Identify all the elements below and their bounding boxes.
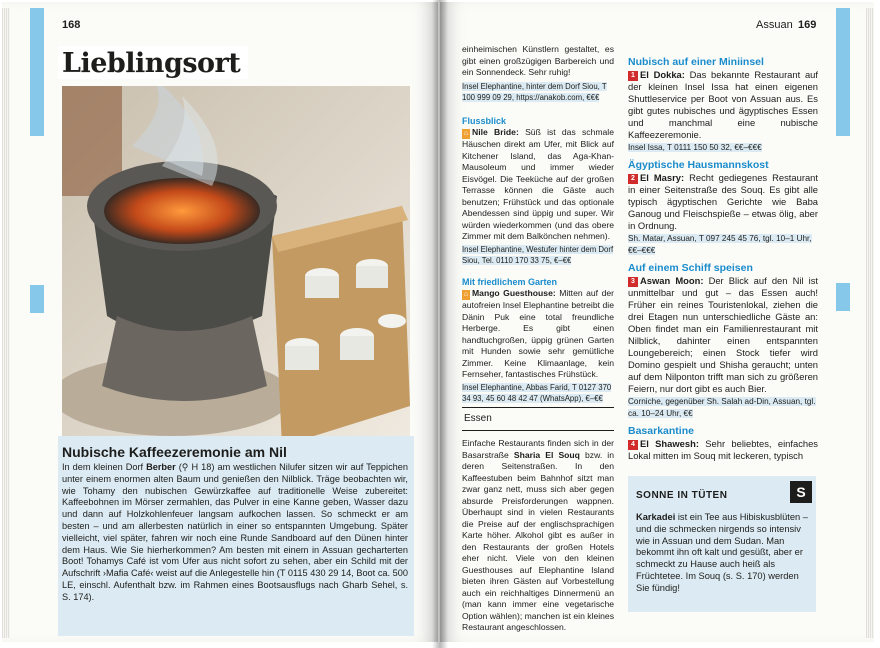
house-icon: ⌂ (463, 291, 469, 298)
right-top-tab (836, 8, 850, 136)
middle-column (462, 44, 614, 405)
feature-body (62, 462, 408, 604)
el-dokka-text: Das bekannte Restaurant auf der kleinen Insel Issa hat einen eigenen Shuttleservice per Boot von Assuan aus. Es gibt gutes nubisches und ägyptisches Essen und manchmal eine nubische Kaffeezeremonie. (628, 69, 818, 140)
garten-heading: Mit friedlichem Garten (462, 276, 558, 287)
marker-1: 1 (628, 71, 638, 81)
book-spine (432, 0, 448, 648)
intro-text: einheimischen Künstlern gestaltet, es gibt einen großzügigen Barbereich und ein Sonnendeck. Sehr ruhig! (462, 44, 614, 77)
essen-body: bzw. in deren Seitenstraßen. In den Kaffeestuben beim Bahnhof sitzt man zwar ganz nett, muss sich aber gegen absurde Preisforderungen wappnen. Überhaupt sind in vielen Restaurants die Preise auf der englischsprachigen Karte höher. Alkohol gibt es außer in den Restaurants der großen Hotels eher nicht. Viele von den kleinen Guesthouses auf Elephantine Island bieten ihren Gästen auf Vorbestellung auch ein reichhaltiges Dinnermenü an (man kann immer eine vegetarische Option wählen); manchen ist ein kleines Restaurant angeschlossen. (462, 449, 614, 632)
essen-rule-bottom (462, 430, 614, 431)
aswan-moon-text: Der Blick auf den Nil ist unmittelbar und gut – das Essen auch! Früher ein reines Touristenlokal, ziehen die drei Etagen nun unterschiedliche Gäste an: Oben findet man ein Familienrestaurant mit Nilblick, dahinter einen entspannten Loungebereich; einen Stock tiefer wird Domino gespielt und Shisha geraucht; unten auf dem Nilponton trifft man sich zu größeren Feiern, nur dort gibt es auch Bier. (628, 275, 819, 394)
el-dokka-address: Insel Issa, T 0111 150 50 32, €€–€€€ (628, 143, 762, 152)
coffee-ceremony-photo (62, 86, 410, 436)
mango-text: Mitten auf der autofreien Insel Elephantine betreibt die Dänin Puk eine total freundliche Herberge. Es gibt einen handtuchgroßen, üppig grünen Garten mit Hunden sowie sehr gemütliche Zimmer. Keine Klimaanlage, kein Fernseher, fantastisches Frühstück. (462, 288, 614, 379)
el-masry-address: Sh. Matar, Assuan, T 097 245 45 76, tgl. 10–1 Uhr, €€–€€€ (628, 234, 812, 255)
s-icon: S (790, 481, 812, 503)
intro-address: Insel Elephantine, hinter dem Dorf Siou, T 100 999 09 29, https://anakob.com, €€€ (462, 81, 607, 102)
el-masry-text: Recht gediegenes Restaurant in einer Seitenstraße des Souq. Es gibt alle typisch ägyptischen Gerichte wie Baba Ganoug und Fleischspieße – etwas ölig, aber in Ordnung. (628, 172, 818, 231)
page-edge-left (2, 8, 10, 638)
sidebar-body: ist ein Tee aus Hibiskusblüten – und die schmecken nirgends so intensiv wie in Assuan und dem Sudan. Man bekommt ihn oft kalt und gesüßt, aber er schmeckt zu Hause auch heiß als Früchtetee. Im Souq (s. S. 170) werden Sie fündig! (636, 512, 808, 593)
feature-heading: Nubische Kaffeezeremonie am Nil (62, 444, 287, 460)
el-shawesh-name: El Shawesh: (640, 438, 699, 449)
right-page-number: 169 (798, 19, 817, 31)
marker-4: 4 (628, 440, 638, 450)
el-shawesh-text: Sehr beliebtes, einfaches Lokal mitten im Souq mit leckeren, typisch (628, 438, 818, 461)
left-page-number: 168 (62, 19, 81, 31)
nile-bride-address: Insel Elephantine, Westufer hinter dem Dorf Siou, Tel. 0110 170 33 75, €–€€ (462, 244, 614, 265)
section4-heading: Basarkantine (628, 425, 694, 437)
nile-bride-text: Süß ist das schmale Häuschen direkt am Ufer, mit Blick auf Kitchener Island, das Aga-Khan-Mausoleum und immer wieder Eisvögel. Die Teeküche auf der großen Terrasse können die Gäste auch benutzen; Frühstück und das optionale Abendessen sind üppig und super. Wir würden wiederkommen (und das obere Zimmer mit dem Balkönchen nehmen). (462, 127, 614, 241)
essen-rule-top (462, 407, 614, 408)
el-dokka-name: El Dokka: (640, 69, 685, 80)
marker-2: 2 (628, 174, 638, 184)
lieblingsort-title (58, 46, 248, 79)
right-column (628, 56, 818, 462)
right-side-tab (836, 283, 850, 311)
sidebar-term: Karkadei (636, 512, 676, 522)
left-top-tab (30, 8, 44, 136)
el-masry-name: El Masry: (640, 172, 685, 183)
marker-3: 3 (628, 277, 638, 287)
section2-heading: Ägyptische Hausmannskost (628, 159, 769, 171)
section1-heading: Nubisch auf einer Miniinsel (628, 56, 764, 68)
sidebar-box (628, 476, 816, 612)
essen-column (462, 438, 614, 634)
feature-box (58, 436, 414, 636)
left-side-tab (30, 285, 44, 313)
mango-address: Insel Elephantine, Abbas Farid, T 0127 370 34 93, 45 60 48 42 47 (WhatsApp), €–€€ (462, 382, 612, 403)
flussblick-heading: Flussblick (462, 115, 507, 126)
aswan-moon-name: Aswan Moon: (640, 275, 704, 286)
essen-text (462, 438, 614, 634)
essen-street: Sharia El Souq (513, 449, 580, 460)
essen-heading: Essen (464, 413, 492, 424)
feature-place: Berber (146, 462, 176, 472)
page-title: Lieblingsort (62, 48, 241, 79)
feature-body-rest: (⚲ H 18) am westlichen Nilufer sitzen wir auf Teppichen unter einem enormen alten Baum und genießen den Nilblick. Träge beobachten wir, wie Tohamy den nubischen Gewürzkaffee auf traditionelle Weise zubereitet: Kaffeebohnen im Mörser zermahlen, das Pulver in eine Kanne geben, Wasser dazu und dann auf Holzkohlenfeuer langsam aufkochen lassen. So schmeckt er am besten – und am allerbesten natürlich in einer so entspannten Umgebung. Später vielleicht, viel später, fahren wir noch eine Runde Sandboard auf den Dünen hinter dem Haus. Wie Sie hierherkommen? Am besten mit einem in Assuan gecharterten Boot! Tohamys Café ist vom Ufer aus nicht sofort zu sehen, aber ein Schild mit der Aufschrift ›Mafia Café‹ weist auf die Anlegestelle hin (T 0115 430 29 14, Boot ca. 500 LE, einschl. Aufenthalt bzw. im Rahmen eines Bootsausflugs nach Gharb Sehel, s. S. 174). (62, 462, 408, 602)
section3-heading: Auf einem Schiff speisen (628, 262, 753, 274)
aswan-moon-address: Corniche, gegenüber Sh. Salah ad-Din, Assuan, tgl. ca. 10–24 Uhr, €€ (628, 397, 816, 418)
feature-body-pre: In dem kleinen Dorf (62, 462, 147, 472)
house-icon: ⌂ (463, 130, 469, 137)
page-edge-right (866, 8, 874, 638)
running-head: Assuan (756, 19, 793, 31)
sidebar-title: SONNE IN TÜTEN (636, 490, 728, 501)
essen-pre: Einfache Restaurants finden sich in der Basarstraße (462, 438, 614, 460)
nile-bride-name: Nile Bride: (472, 127, 519, 137)
mango-name: Mango Guesthouse: (472, 288, 556, 298)
sidebar-text (636, 512, 812, 595)
